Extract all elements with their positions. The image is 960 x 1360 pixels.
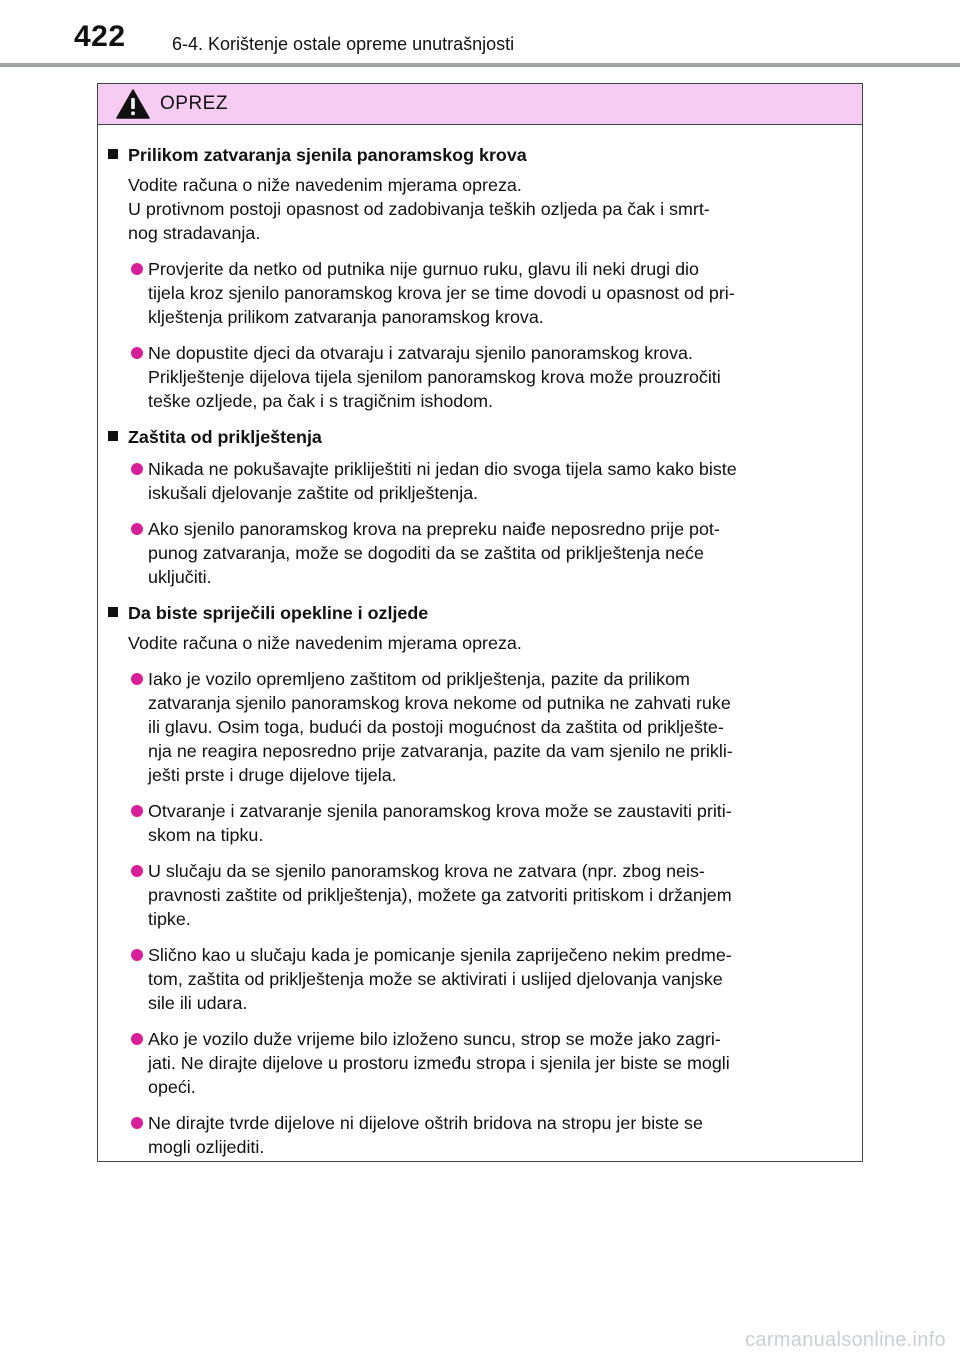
warning-triangle-icon (116, 89, 150, 119)
bullet-item (103, 1111, 853, 1159)
square-bullet-icon (108, 431, 118, 441)
bullet-text: Ako je vozilo duže vrijeme bilo izloženo suncu, strop se može jako zagri- jati. Ne dirajte dijelove u prostoru između stropa i sjenila jer biste se mogli opeći. (148, 1029, 730, 1097)
bullet-item (103, 457, 853, 505)
bullet-text: Ako sjenilo panoramskog krova na prepreku naiđe neposredno prije pot- punog zatvaranja, može se dogoditi da se zaštita od priklještenja neće uključiti. (148, 519, 720, 587)
section-heading-text: Prilikom zatvaranja sjenila panoramskog krova (128, 145, 527, 165)
round-bullet-icon (131, 1033, 143, 1045)
watermark: carmanualsonline.info (745, 1329, 946, 1351)
bullet-text: Ne dopustite djeci da otvaraju i zatvaraju sjenilo panoramskog krova. Priklještenje dijelova tijela sjenilom panoramskog krova može prouzročiti teške ozljede, pa čak i s tragičnim ishodom. (148, 343, 721, 411)
round-bullet-icon (131, 805, 143, 817)
caution-label: OPREZ (160, 93, 228, 114)
bullet-item (103, 799, 853, 847)
bullet-item (103, 341, 853, 413)
page-header (0, 0, 960, 70)
header-divider (0, 63, 960, 67)
intro-line-1: Vodite računa o niže navedenim mjerama opreza. U protivnom postoji opasnost od zadobivanja teških ozljeda pa čak i smrt- nog stradavanja. (128, 175, 710, 243)
round-bullet-icon (131, 523, 143, 535)
page-number: 422 (74, 20, 126, 53)
section-heading (103, 425, 853, 449)
caution-content (98, 125, 862, 1159)
bullet-text: Provjerite da netko od putnika nije gurnuo ruku, glavu ili neki drugi dio tijela kroz sjenilo panoramskog krova jer se time dovodi u opasnost od pri- klještenja prilikom zatvaranja panoramskog krova. (148, 259, 735, 327)
caution-header (98, 84, 862, 125)
square-bullet-icon (108, 149, 118, 159)
bullet-item (103, 517, 853, 589)
bullet-item (103, 1027, 853, 1099)
round-bullet-icon (131, 263, 143, 275)
bullet-item (103, 859, 853, 931)
round-bullet-icon (131, 347, 143, 359)
section-heading-text: Da biste spriječili opekline i ozljede (128, 603, 429, 623)
section-heading (103, 143, 853, 167)
bullet-text: Nikada ne pokušavajte prikliještiti ni jedan dio svoga tijela samo kako biste iskušali djelovanje zaštite od priklještenja. (148, 459, 737, 503)
caution-box (97, 83, 863, 1162)
round-bullet-icon (131, 673, 143, 685)
square-bullet-icon (108, 607, 118, 617)
bullet-text: Slično kao u slučaju kada je pomicanje sjenila zapriječeno nekim predme- tom, zaštita od priklještenja može se aktivirati i uslijed djelovanja vanjske sile ili udara. (148, 945, 732, 1013)
bullet-text: Otvaranje i zatvaranje sjenila panoramskog krova može se zaustaviti priti- skom na tipku. (148, 801, 732, 845)
section-title: 6-4. Korištenje ostale opreme unutrašnjosti (172, 34, 515, 54)
section-heading (103, 601, 853, 625)
bullet-text: Iako je vozilo opremljeno zaštitom od priklještenja, pazite da prilikom zatvaranja sjenilo panoramskog krova nekome od putnika ne zahvati ruke ili glavu. Osim toga, budući da postoji mogućnost da zaštita od priklješte- nja ne reagira neposredno prije zatvaranja, pazite da vam sjenilo ne prikli- ješti prste i druge dijelove tijela. (148, 669, 733, 785)
round-bullet-icon (131, 865, 143, 877)
round-bullet-icon (131, 1117, 143, 1129)
section-heading-text: Zaštita od priklještenja (128, 427, 322, 447)
round-bullet-icon (131, 949, 143, 961)
round-bullet-icon (131, 463, 143, 475)
bullet-text: Ne dirajte tvrde dijelove ni dijelove oštrih bridova na stropu jer biste se mogli ozlijediti. (148, 1113, 703, 1157)
bullet-item (103, 257, 853, 329)
bullet-item (103, 667, 853, 787)
section-intro: Vodite računa o niže navedenim mjerama opreza. (128, 633, 522, 653)
section-intro (103, 173, 853, 245)
bullet-item (103, 943, 853, 1015)
bullet-text: U slučaju da se sjenilo panoramskog krova ne zatvara (npr. zbog neis- pravnosti zaštite od priklještenja), možete ga zatvoriti pritiskom i držanjem tipke. (148, 861, 732, 929)
